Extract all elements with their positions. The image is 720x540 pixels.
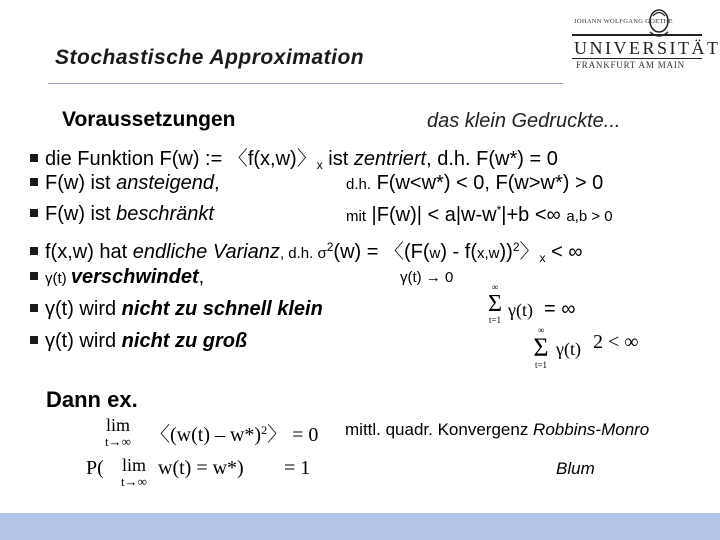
bullet-detail: [346, 203, 613, 227]
limit-subscript: t→∞: [105, 434, 131, 449]
limit-label: lim: [121, 455, 146, 475]
bullet-emphasis: beschränkt: [116, 203, 214, 225]
formula-text: 〈(w(t) – w*): [150, 424, 262, 446]
bullet-text: F(w) ist: [45, 172, 117, 194]
limit-expression-1: [94, 415, 142, 449]
bullet-text: die Funktion F(w) :=: [45, 148, 228, 170]
bullet-emphasis: verschwindet: [70, 266, 199, 288]
sum-upper-limit: ∞: [491, 282, 499, 292]
bullet-emphasis: nicht zu schnell klein: [121, 298, 323, 320]
convergence-author-2: Blum: [556, 459, 595, 478]
bullet-icon: [30, 304, 38, 312]
bullet-detail: γ(t) → 0: [400, 269, 454, 286]
bullet-small-text: a,b > 0: [566, 208, 613, 225]
bullet-text: , d.h. F(w*) = 0: [426, 148, 558, 170]
logo-name: UNIVERSITÄT: [574, 38, 720, 58]
bullet-text: ,: [213, 172, 220, 194]
bullet-text: |+b <∞: [501, 204, 567, 226]
convergence-label: [345, 420, 649, 440]
sum-sigma: Σ: [533, 333, 549, 362]
bullet-item-not-too-large: [30, 330, 247, 353]
footer-bar: [0, 513, 720, 540]
bullet-superscript: 2: [512, 240, 520, 254]
limit-subscript: t→∞: [121, 474, 147, 489]
bullet-text: ,: [198, 266, 205, 288]
bullet-text: ist: [322, 148, 354, 170]
sum-sigma: Σ: [488, 291, 502, 317]
bullet-item-increasing: [30, 172, 220, 195]
sum-formula-2: [524, 326, 558, 370]
bullet-small-text: x,w: [477, 245, 500, 262]
bullet-text: 〉: [519, 241, 540, 263]
limit-formula-2: w(t) = w*): [158, 457, 244, 479]
bullet-icon: [30, 154, 38, 162]
limit-formula-1: [150, 418, 318, 447]
sum-upper-limit: ∞: [537, 325, 545, 335]
bullet-text: 〈f(x,w)〉: [227, 148, 317, 170]
bullet-text: ) - f(: [440, 241, 477, 263]
sum-term: γ(t): [556, 339, 581, 359]
section-note: das klein Gedruckte...: [427, 110, 621, 132]
bullet-emphasis: ansteigend: [116, 172, 214, 194]
university-logo: [572, 10, 720, 70]
bullet-small-text: w: [429, 245, 441, 262]
probability-prefix: P(: [86, 457, 104, 479]
bullet-text: γ(t) wird: [45, 298, 122, 320]
sum-lower-limit: t=1: [534, 360, 548, 370]
bullet-emphasis: nicht zu groß: [121, 330, 248, 352]
slide-title: Stochastische Approximation: [55, 46, 365, 69]
title-divider: [48, 83, 563, 84]
bullet-text: < ∞: [545, 241, 583, 263]
convergence-text: mittl. quadr. Konvergenz: [345, 420, 534, 439]
section-heading: Voraussetzungen: [62, 108, 236, 131]
limit-label: lim: [105, 415, 130, 435]
logo-top-line: JOHANN WOLFGANG GOETHE: [574, 18, 673, 25]
bullet-icon: [30, 178, 38, 186]
bullet-subscript: x: [316, 158, 323, 172]
bullet-icon: [30, 336, 38, 344]
conclusion-heading: Dann ex.: [46, 387, 138, 412]
bullet-text: f(x,w) hat: [45, 241, 133, 263]
bullet-item-centered: [30, 142, 558, 172]
bullet-text: |F(w)| < a|w-w: [366, 204, 497, 226]
bullet-emphasis: zentriert: [353, 148, 427, 170]
bullet-item-bounded: [30, 203, 214, 226]
bullet-icon: [30, 247, 38, 255]
limit-expression-2: [110, 455, 158, 489]
bullet-item-variance: [30, 235, 583, 265]
bullet-small-text: d.h.: [346, 176, 372, 193]
convergence-author: Robbins-Monro: [533, 420, 650, 439]
bullet-text: F(w) ist: [45, 203, 117, 225]
bullet-detail: = ∞: [544, 298, 576, 320]
bullet-emphasis: endliche Varianz: [132, 241, 280, 263]
bullet-subscript: x: [539, 251, 546, 265]
bullet-text: γ(t) wird: [45, 330, 122, 352]
bullet-small-text: , d.h. σ: [279, 245, 327, 262]
bullet-text: )): [499, 241, 513, 263]
bullet-icon: [30, 209, 38, 217]
bullet-small-text: mit: [346, 208, 366, 225]
bullet-superscript: *: [496, 203, 502, 217]
logo-city: FRANKFURT AM MAIN: [576, 60, 685, 70]
sum-formula-1: [478, 283, 512, 325]
bullet-text: (w) = 〈(F(: [333, 241, 430, 263]
logo-rule-top: [572, 34, 702, 36]
bullet-text: F(w<w*) < 0, F(w>w*) > 0: [371, 172, 604, 194]
bullet-item-not-too-small: [30, 298, 323, 321]
bullet-icon: [30, 272, 38, 280]
sum-term: γ(t): [508, 300, 533, 320]
formula-text: 〉 = 0: [267, 424, 319, 446]
bullet-detail: 2 < ∞: [593, 331, 639, 353]
bullet-item-vanishing: [30, 266, 204, 289]
formula-superscript: 2: [261, 423, 268, 437]
logo-rule-bottom: [572, 58, 702, 59]
bullet-detail: [346, 172, 603, 195]
sum-lower-limit: t=1: [488, 315, 502, 325]
bullet-superscript: 2: [326, 240, 334, 254]
bullet-small-text: γ(t): [45, 270, 71, 287]
limit-result-2: = 1: [284, 457, 311, 479]
